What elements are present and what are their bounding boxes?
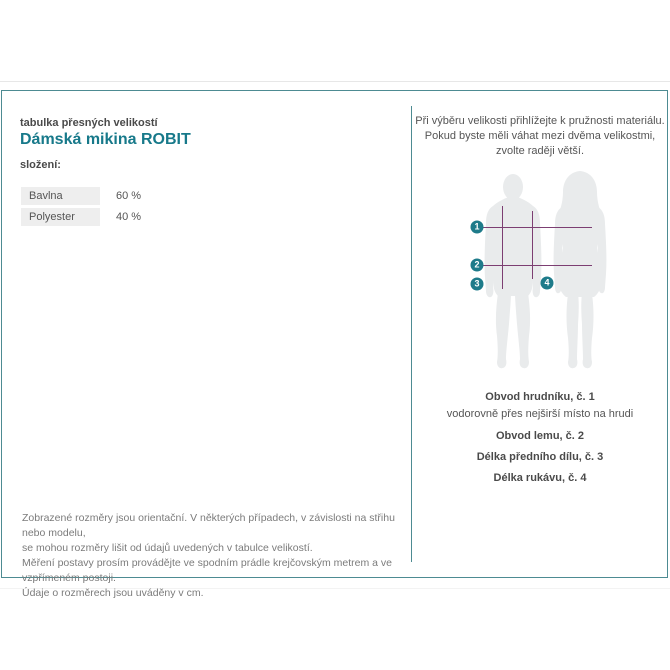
disclaimer-line: se mohou rozměry lišit od údajů uvedených v tabulce velikostí.: [22, 542, 313, 554]
legend-item-chest: Obvod hrudníku, č. 1: [485, 391, 595, 403]
note-line: zvolte raději větší.: [495, 145, 585, 157]
note-line: Pokud byste měli váhat mezi dvěma velikostmi,: [424, 130, 656, 142]
body-silhouette-back: [554, 171, 607, 368]
table-row: [21, 187, 221, 205]
material-percent-cell: 40 %: [116, 211, 142, 223]
sizing-advice-note: [412, 114, 668, 159]
composition-heading: složení:: [20, 159, 61, 171]
disclaimer-line: Měření postavy prosím provádějte ve spodním prádle krejčovským metrem a ve vzpřímeném postoji.: [22, 557, 392, 584]
table-eyebrow-label: tabulka přesných velikostí: [20, 117, 158, 129]
legend-item-front-length: Délka předního dílu, č. 3: [476, 451, 604, 463]
material-name-cell: Polyester: [21, 208, 100, 226]
table-row: [21, 208, 221, 226]
legend-item-chest-description: vodorovně přes nejširší místo na hrudi: [446, 408, 634, 420]
hem-measure-line: [483, 265, 592, 266]
measurement-marker-4: 4: [541, 277, 554, 290]
disclaimer-line: Údaje o rozměrech jsou uváděny v cm.: [22, 587, 204, 599]
composition-table: [21, 184, 221, 229]
size-chart-panel: [1, 90, 668, 599]
disclaimer-text: [22, 511, 402, 601]
disclaimer-line: Zobrazené rozměry jsou orientační. V některých případech, v závislosti na střihu nebo modelu,: [22, 512, 395, 539]
body-silhouettes-graphic: [447, 166, 670, 376]
sleeve-measure-line: [532, 211, 533, 279]
section-divider-line: [0, 81, 670, 82]
front-length-measure-line: [502, 206, 503, 289]
product-title: Dámská mikina ROBIT: [20, 131, 191, 148]
measurement-marker-2: 2: [471, 259, 484, 272]
material-name-cell: Bavlna: [21, 187, 100, 205]
measurement-figure: [412, 166, 668, 382]
material-percent-cell: 60 %: [116, 190, 142, 202]
legend-item-hem: Obvod lemu, č. 2: [495, 430, 585, 442]
chest-measure-line: [483, 227, 592, 228]
measurement-legend: [412, 390, 668, 485]
note-line: Při výběru velikosti přihlížejte k pružnosti materiálu.: [415, 115, 665, 127]
measurement-marker-1: 1: [471, 221, 484, 234]
measurement-marker-3: 3: [471, 278, 484, 291]
legend-item-sleeve-length: Délka rukávu, č. 4: [493, 472, 587, 484]
